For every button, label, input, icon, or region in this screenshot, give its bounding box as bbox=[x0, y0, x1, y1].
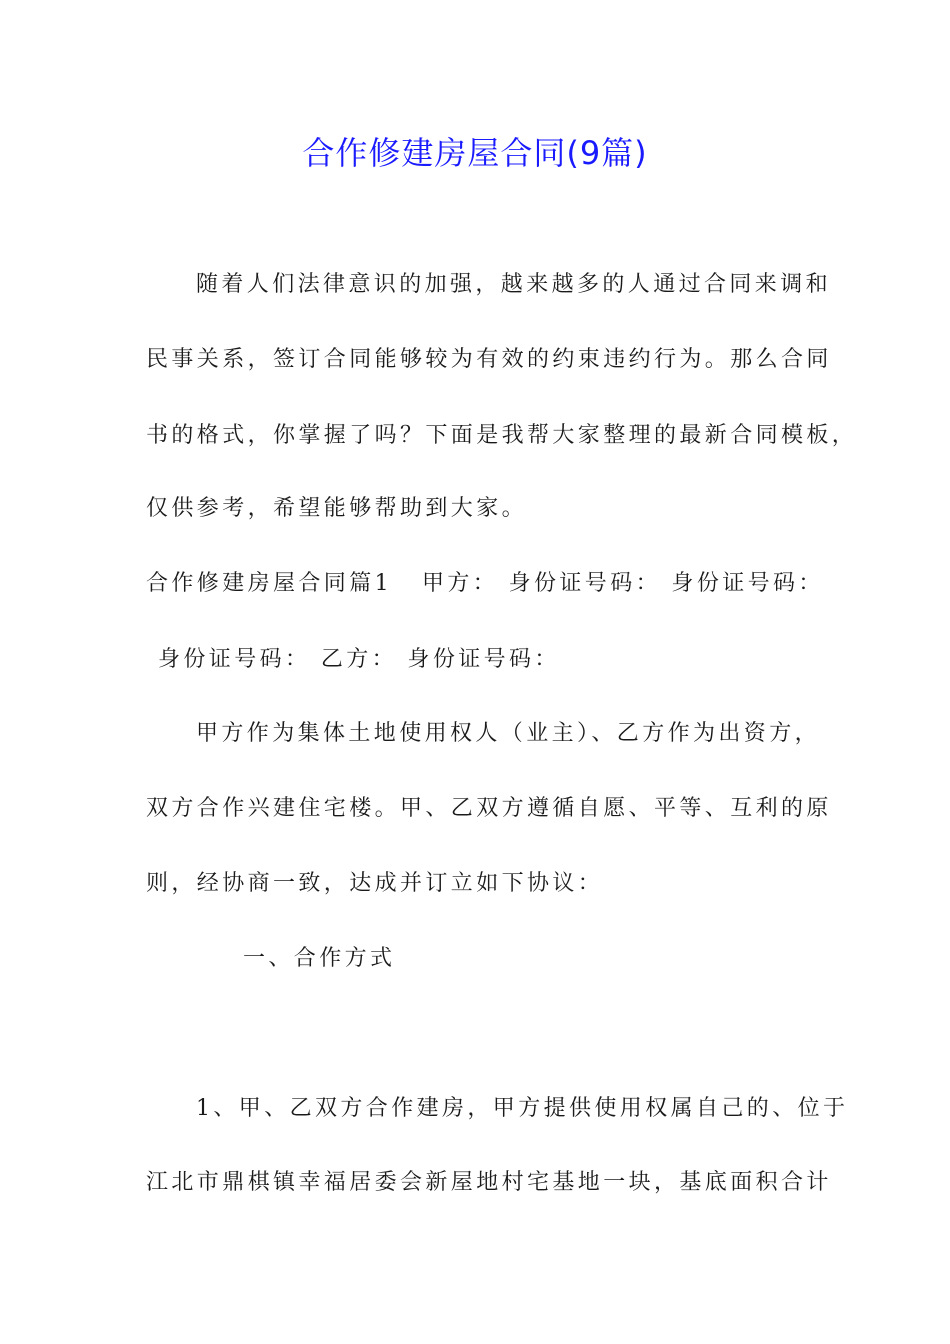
id-number-label: 身份证号码： bbox=[158, 647, 311, 672]
document-title: 合作修建房屋合同(9篇) bbox=[302, 134, 648, 172]
id-number-label: 身份证号码： bbox=[508, 571, 662, 596]
id-number-label: 身份证号码： bbox=[671, 571, 824, 596]
party-b-label: 乙方： bbox=[320, 647, 398, 672]
body-line-2: 双方合作兴建住宅楼。甲、乙双方遵循自愿、平等、互利的原 bbox=[146, 796, 832, 821]
section-heading: 合作修建房屋合同篇1 bbox=[146, 571, 392, 596]
chapter-heading: 一、合作方式 bbox=[243, 946, 396, 971]
id-number-label: 身份证号码： bbox=[407, 647, 560, 672]
body-line-1: 甲方作为集体土地使用权人（业主）、乙方作为出资方， bbox=[196, 721, 821, 746]
body-line-3: 则，经协商一致，达成并订立如下协议： bbox=[146, 871, 604, 896]
party-line bbox=[158, 645, 560, 675]
intro-line-3: 书的格式，你掌握了吗？下面是我帮大家整理的最新合同模板， bbox=[146, 423, 858, 448]
intro-line-4: 仅供参考，希望能够帮助到大家。 bbox=[146, 496, 528, 521]
section-heading-line bbox=[146, 569, 824, 599]
intro-line-2: 民事关系，签订合同能够较为有效的约束违约行为。那么合同 bbox=[146, 347, 832, 372]
intro-line-1: 随着人们法律意识的加强，越来越多的人通过合同来调和 bbox=[196, 272, 832, 297]
clause-line-2: 江北市鼎棋镇幸福居委会新屋地村宅基地一块，基底面积合计 bbox=[146, 1170, 832, 1195]
party-a-label: 甲方： bbox=[422, 571, 499, 596]
clause-line-1: 1、甲、乙双方合作建房，甲方提供使用权属自己的、位于 bbox=[196, 1096, 849, 1121]
